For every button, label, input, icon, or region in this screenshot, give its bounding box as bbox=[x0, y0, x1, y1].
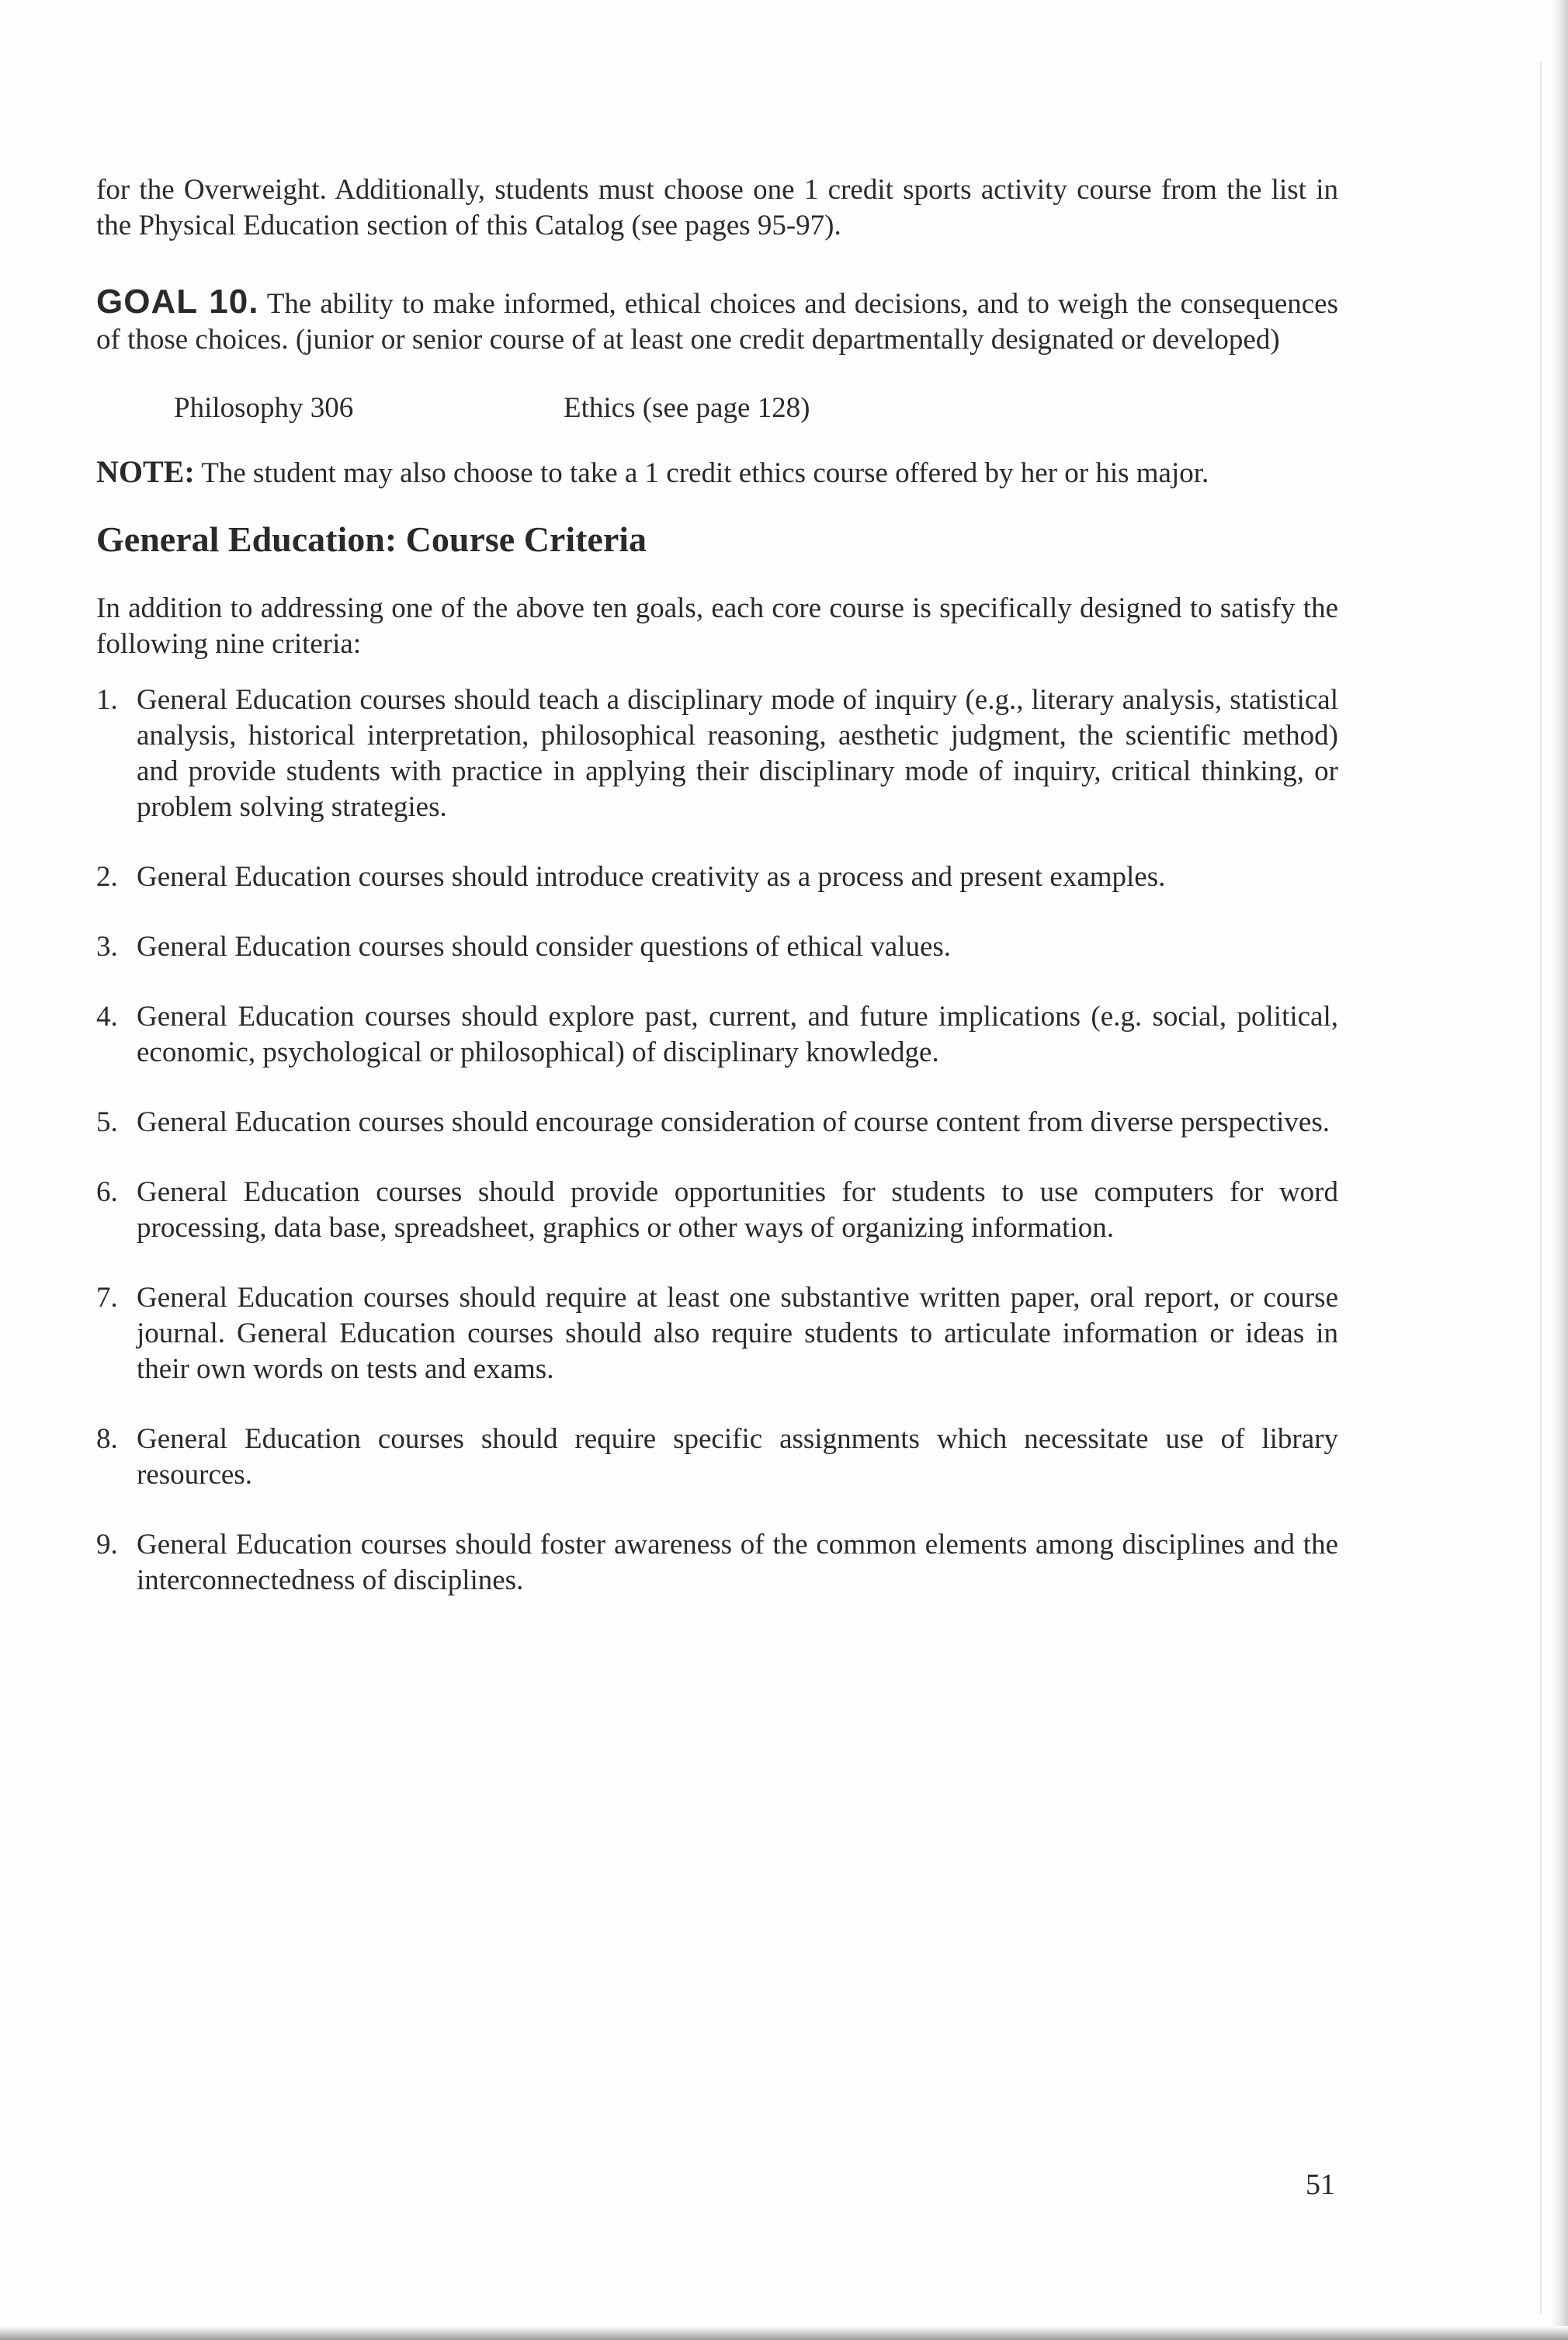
goal-10-heading: GOAL 10. bbox=[96, 283, 259, 321]
criteria-text: General Education courses should require specific assignments which necessitate use of library resources. bbox=[137, 1423, 1338, 1491]
criteria-text: General Education courses should require at least one substantive written paper, oral report, or course journal. General Education courses should also require students to articulate information or ideas in their own words on tests and exams. bbox=[137, 1282, 1338, 1385]
criteria-number: 7. bbox=[96, 1282, 118, 1314]
course-name: Philosophy 306 bbox=[174, 392, 354, 424]
course-line bbox=[96, 391, 1338, 426]
criteria-item bbox=[96, 1527, 1338, 1599]
section-heading: General Education: Course Criteria bbox=[96, 519, 647, 559]
page-bottom-shadow bbox=[0, 2326, 1568, 2340]
criteria-item bbox=[96, 859, 1338, 895]
page-content bbox=[96, 172, 1338, 1633]
note-text: The student may also choose to take a 1 credit ethics course offered by her or his major. bbox=[194, 457, 1209, 489]
criteria-item bbox=[96, 1422, 1338, 1493]
criteria-text: General Education courses should teach a disciplinary mode of inquiry (e.g., literary analysis, statistical analysis, historical interpretation, philosophical reasoning, aesthetic judgment, the scientific method) and provide students with practice in applying their disciplinary mode of inquiry, critical thinking, or problem solving strategies. bbox=[137, 684, 1338, 823]
note-paragraph bbox=[96, 454, 1338, 491]
continuation-paragraph: for the Overweight. Additionally, students must choose one 1 credit sports activity course from the list in the Physical Education section of this Catalog (see pages 95-97). bbox=[96, 174, 1338, 241]
page-edge-line bbox=[1540, 62, 1542, 2314]
page-number: 51 bbox=[1306, 2168, 1335, 2201]
criteria-text: General Education courses should foster awareness of the common elements among disciplines and the interconnectedness of disciplines. bbox=[137, 1529, 1338, 1596]
criteria-number: 9. bbox=[96, 1529, 118, 1561]
criteria-item bbox=[96, 1175, 1338, 1246]
goal-10-text: The ability to make informed, ethical choices and decisions, and to weigh the consequences of those choices. (junior or senior course of at least one credit departmentally designated or developed) bbox=[96, 288, 1338, 356]
criteria-number: 1. bbox=[96, 684, 118, 716]
criteria-text: General Education courses should provide opportunities for students to use computers for word processing, data base, spreadsheet, graphics or other ways of organizing information. bbox=[137, 1176, 1338, 1244]
criteria-item bbox=[96, 1280, 1338, 1387]
criteria-text: General Education courses should consider questions of ethical values. bbox=[137, 931, 952, 963]
criteria-item bbox=[96, 1105, 1338, 1140]
page-edge-shadow bbox=[1551, 0, 1568, 2340]
criteria-list bbox=[96, 682, 1338, 1599]
criteria-text: General Education courses should introduce creativity as a process and present examples. bbox=[137, 861, 1166, 893]
criteria-number: 4. bbox=[96, 1001, 118, 1033]
criteria-item bbox=[96, 682, 1338, 825]
goal-10-paragraph bbox=[96, 284, 1338, 358]
note-label: NOTE: bbox=[96, 454, 195, 489]
criteria-number: 2. bbox=[96, 861, 118, 893]
criteria-item bbox=[96, 929, 1338, 965]
criteria-number: 8. bbox=[96, 1423, 118, 1455]
criteria-text: General Education courses should explore past, current, and future implications (e.g. social, political, economic, psychological or philosophical) of disciplinary knowledge. bbox=[137, 1001, 1338, 1068]
section-intro: In addition to addressing one of the above ten goals, each core course is specifically designed to satisfy the following nine criteria: bbox=[96, 592, 1338, 660]
course-description: Ethics (see page 128) bbox=[564, 392, 810, 424]
criteria-number: 6. bbox=[96, 1176, 118, 1208]
criteria-number: 5. bbox=[96, 1106, 118, 1138]
criteria-text: General Education courses should encourage consideration of course content from diverse perspectives. bbox=[137, 1106, 1330, 1138]
criteria-item bbox=[96, 999, 1338, 1071]
criteria-number: 3. bbox=[96, 931, 118, 963]
